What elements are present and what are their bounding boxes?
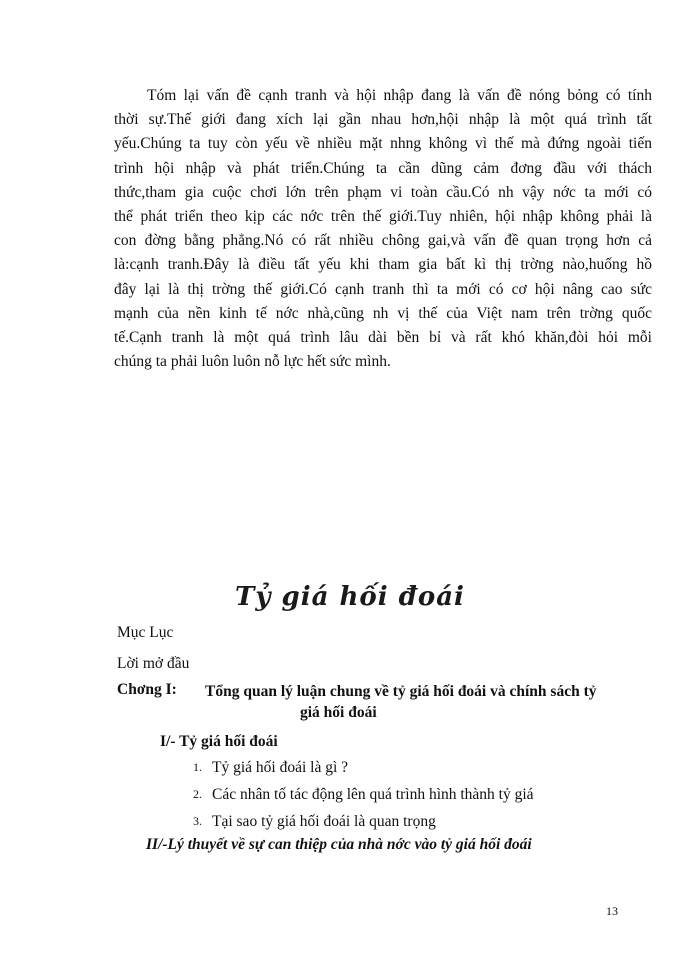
paragraph-line: con đờng bằng phẳng.Nó có rất nhiều chông gai,và vấn đề quan trọng hơn cả	[114, 232, 652, 250]
paragraph-line: thể phát triển theo kịp các nớc trên thế giới.Tuy nhiên, hội nhập không phải là	[114, 208, 652, 226]
paragraph-line: tế.Cạnh tranh là một quá trình lâu dài bền bỉ và rất khó khăn,đòi hỏi mỗi	[114, 329, 652, 347]
toc-item-number: 3.	[193, 814, 202, 828]
paragraph-line: đây lại là thị trờng thế giới.Có cạnh tranh thì ta mới có cơ hội nâng cao sức	[114, 280, 652, 298]
toc-item-text: Tỷ giá hối đoái là gì ?	[212, 759, 349, 776]
toc-section-1: I/- Tỷ giá hối đoái	[160, 733, 278, 750]
paragraph-line: là:cạnh tranh.Đây là điều tất yếu khi tham gia bất kì thị trờng nào,huống hồ	[114, 256, 652, 274]
page-number: 13	[606, 904, 618, 918]
chapter-title-line: giá hối đoái	[300, 704, 377, 721]
chapter-title-line: Tổng quan lý luận chung về tỷ giá hối đoái và chính sách tỷ	[205, 683, 597, 700]
toc-item	[193, 759, 348, 777]
paragraph-line: chúng ta phải luôn luôn nỗ lực hết sức mình.	[114, 353, 391, 371]
paragraph-line: Tóm lại vấn đề cạnh tranh và hội nhập đang là vấn đề nóng bỏng có tính	[147, 87, 652, 104]
paragraph-line: thời sự.Thế giới đang xích lại gần nhau hơn,hội nhập là một quá trình tất	[114, 111, 652, 129]
paragraph-line: trình hội nhập và phát triển.Chúng ta cần dũng cảm đơng đầu với thách	[114, 159, 652, 177]
toc-section-2: II/-Lý thuyết về sự can thiệp của nhà nớc vào tỷ giá hối đoái	[146, 836, 532, 853]
toc-item-text: Tại sao tỷ giá hối đoái là quan trọng	[212, 813, 436, 830]
chapter-title	[205, 681, 645, 723]
toc-introduction: Lời mở đầu	[117, 655, 190, 672]
toc-heading: Mục Lục	[117, 624, 174, 641]
toc-item	[193, 813, 436, 831]
toc-item	[193, 786, 534, 804]
paragraph-line: thức,tham gia cuộc chơi lớn trên phạm vi toàn cầu.Có nh vậy nớc ta mới có	[114, 183, 652, 201]
paragraph-line: mạnh của nền kinh tế nớc nhà,cũng nh vị thế của Việt nam trên trờng quốc	[114, 304, 652, 322]
chapter-label: Chơng I:	[117, 681, 177, 698]
toc-item-number: 1.	[193, 760, 202, 774]
paragraph-line: yếu.Chúng ta tuy còn yếu về nhiều mặt nhng không vì thế mà đứng ngoài tiến	[114, 135, 652, 153]
toc-item-text: Các nhân tố tác động lên quá trình hình thành tỷ giá	[212, 786, 534, 803]
toc-item-number: 2.	[193, 787, 202, 801]
document-title: Tỷ giá hối đoái	[235, 582, 465, 612]
body-paragraph	[114, 84, 652, 374]
